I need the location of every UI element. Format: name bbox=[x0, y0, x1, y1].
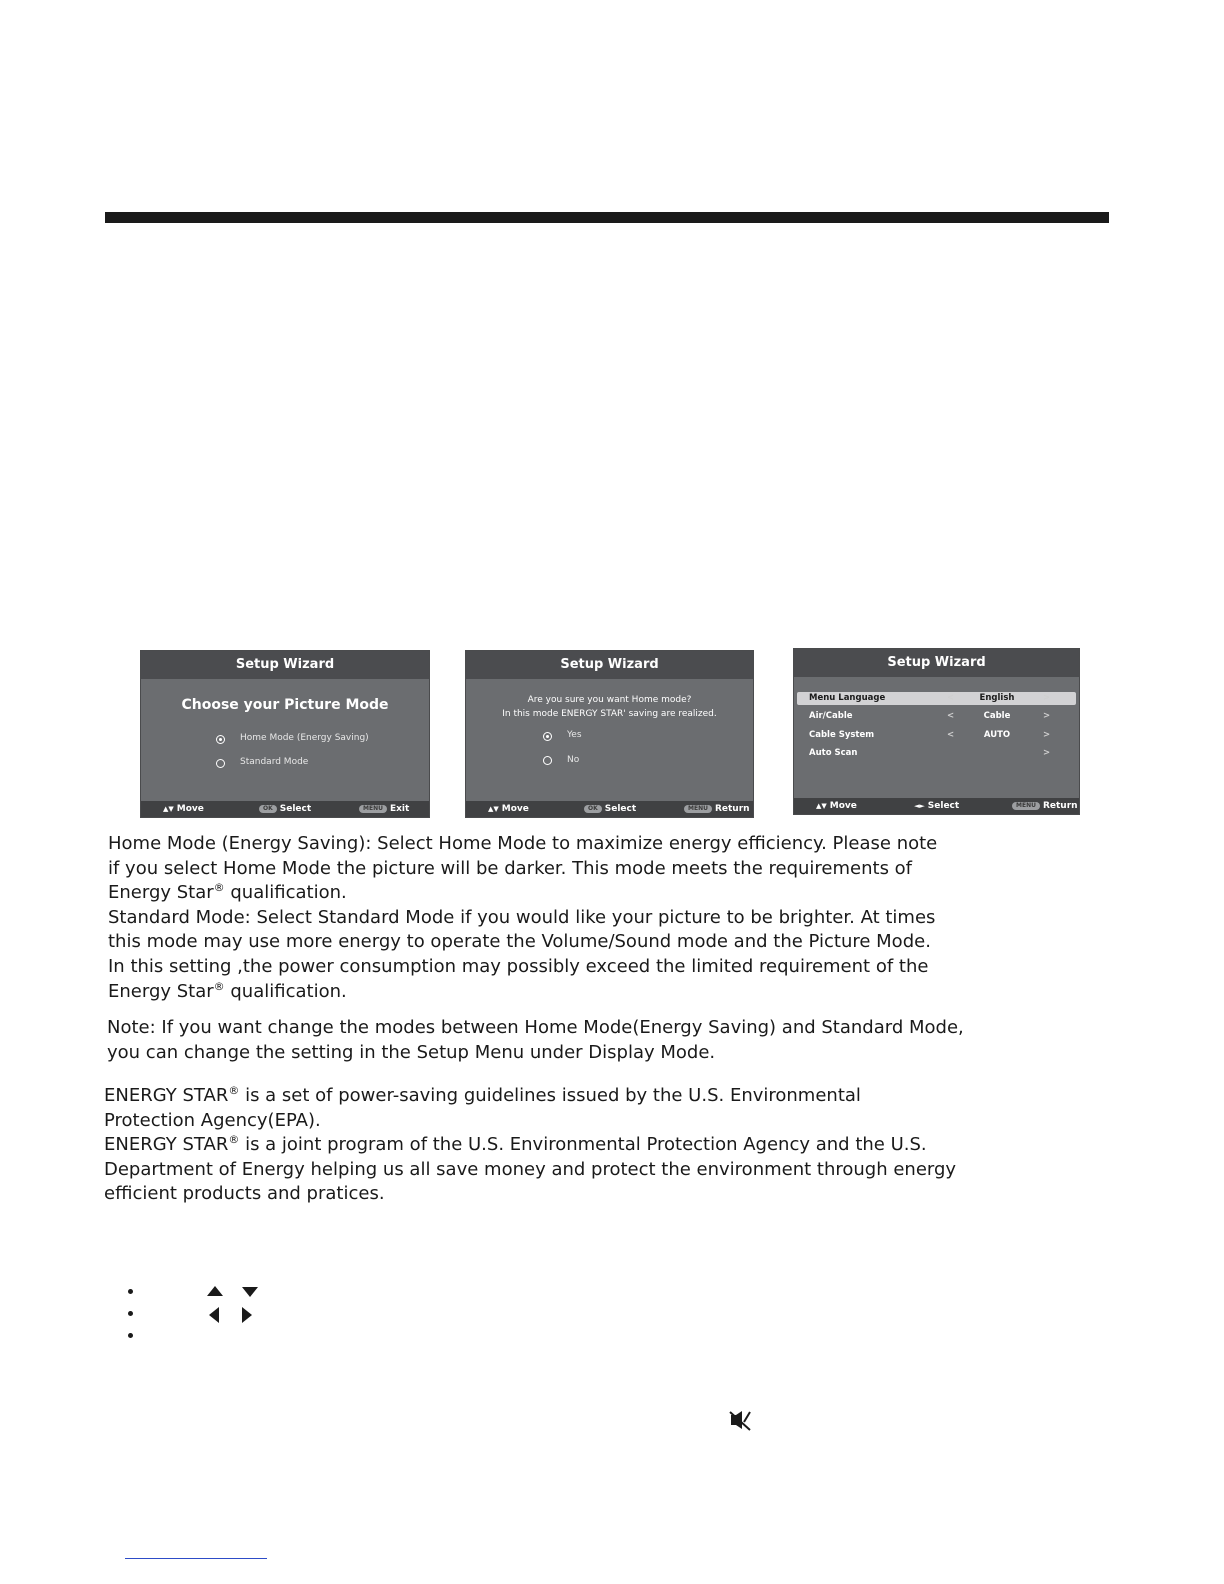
footer-move: Move bbox=[829, 801, 857, 811]
right-arrow-icon[interactable]: > bbox=[1043, 693, 1051, 703]
home-mode-radio[interactable] bbox=[216, 735, 225, 744]
menu-key-icon: MENU bbox=[684, 805, 712, 813]
right-triangle-icon bbox=[242, 1307, 252, 1323]
right-arrow-icon[interactable]: > bbox=[1043, 711, 1051, 721]
confirm-message-line2: In this mode ENERGY STAR' saving are realized. bbox=[502, 709, 717, 719]
standard-mode-option[interactable]: Standard Mode bbox=[240, 757, 309, 767]
left-right-arrows-icon: ◄► bbox=[914, 802, 925, 810]
right-arrow-icon[interactable]: > bbox=[1043, 730, 1051, 740]
row-value: AUTO bbox=[983, 730, 1011, 740]
footer-return: Return bbox=[714, 804, 750, 814]
settings-row-air-cable[interactable] bbox=[797, 710, 1076, 723]
energy-star-line: efficient products and pratices. bbox=[104, 1183, 385, 1205]
screen-title: Setup Wizard bbox=[794, 649, 1079, 677]
header-rule bbox=[105, 212, 1109, 223]
screen-footer bbox=[466, 801, 753, 817]
standard-mode-radio[interactable] bbox=[216, 759, 225, 768]
down-triangle-icon bbox=[242, 1287, 258, 1297]
screen-picture-mode bbox=[140, 650, 430, 818]
menu-key-icon: MENU bbox=[1012, 802, 1040, 810]
row-value: English bbox=[979, 693, 1015, 703]
standard-mode-line: Energy Star® qualification. bbox=[108, 979, 347, 1002]
ok-key-icon: OK bbox=[259, 805, 277, 813]
left-arrow-icon[interactable]: < bbox=[947, 711, 955, 721]
up-triangle-icon bbox=[207, 1286, 223, 1296]
home-mode-line: Energy Star® qualification. bbox=[108, 881, 347, 904]
footer-select: Select bbox=[927, 801, 960, 811]
row-label: Air/Cable bbox=[809, 711, 853, 721]
right-arrow-icon[interactable]: > bbox=[1043, 748, 1051, 758]
home-mode-line: Home Mode (Energy Saving): Select Home Mode to maximize energy efficiency. Please note bbox=[108, 833, 938, 854]
bullet bbox=[128, 1289, 133, 1294]
home-mode-option[interactable]: Home Mode (Energy Saving) bbox=[240, 733, 369, 743]
screen-title: Setup Wizard bbox=[141, 651, 429, 679]
energy-star-line: ENERGY STAR® is a set of power-saving guidelines issued by the U.S. Environmental bbox=[104, 1084, 861, 1106]
settings-row-menu-language[interactable] bbox=[797, 692, 1076, 705]
footer-select: Select bbox=[279, 804, 312, 814]
screen-footer bbox=[141, 801, 429, 817]
screen-prompt: Choose your Picture Mode bbox=[181, 697, 389, 713]
energy-star-paragraph bbox=[104, 1084, 956, 1207]
no-option[interactable]: No bbox=[567, 755, 580, 765]
row-value: Cable bbox=[983, 711, 1011, 721]
footer-move: Move bbox=[176, 804, 204, 814]
footer-move: Move bbox=[501, 804, 529, 814]
yes-option[interactable]: Yes bbox=[567, 730, 582, 740]
link-underline[interactable] bbox=[125, 1558, 267, 1559]
row-label: Cable System bbox=[809, 730, 875, 740]
screen-footer bbox=[794, 798, 1079, 814]
yes-radio[interactable] bbox=[543, 732, 552, 741]
screen-confirm bbox=[465, 650, 754, 818]
up-down-arrows-icon: ▲▼ bbox=[163, 805, 174, 813]
mute-icon bbox=[728, 1410, 752, 1432]
left-arrow-icon[interactable]: < bbox=[947, 730, 955, 740]
home-mode-line: if you select Home Mode the picture will be darker. This mode meets the requirements of bbox=[108, 857, 913, 879]
settings-row-cable-system[interactable] bbox=[797, 729, 1076, 742]
footer-exit: Exit bbox=[389, 804, 410, 814]
footer-return: Return bbox=[1042, 801, 1078, 811]
up-down-arrows-icon: ▲▼ bbox=[816, 802, 827, 810]
up-down-arrows-icon: ▲▼ bbox=[488, 805, 499, 813]
mode-description bbox=[108, 832, 937, 1004]
ok-key-icon: OK bbox=[584, 805, 602, 813]
screen-title: Setup Wizard bbox=[466, 651, 753, 679]
note-paragraph bbox=[107, 1016, 964, 1065]
no-radio[interactable] bbox=[543, 756, 552, 765]
left-arrow-icon[interactable]: < bbox=[947, 693, 955, 703]
confirm-message-line1: Are you sure you want Home mode? bbox=[527, 695, 692, 705]
footer-select: Select bbox=[604, 804, 637, 814]
bullet bbox=[128, 1333, 133, 1338]
standard-mode-line: Standard Mode: Select Standard Mode if you would like your picture to be brighter. At times bbox=[108, 906, 936, 928]
note-line: you can change the setting in the Setup Menu under Display Mode. bbox=[107, 1041, 716, 1063]
settings-row-auto-scan[interactable] bbox=[797, 747, 1076, 760]
standard-mode-line: this mode may use more energy to operate the Volume/Sound mode and the Picture Mode. bbox=[108, 931, 931, 953]
energy-star-line: ENERGY STAR® is a joint program of the U.S. Environmental Protection Agency and the U.S. bbox=[104, 1133, 927, 1156]
note-line: Note: If you want change the modes between Home Mode(Energy Saving) and Standard Mode, bbox=[107, 1017, 964, 1038]
energy-star-line: Department of Energy helping us all save money and protect the environment through energy bbox=[104, 1158, 957, 1180]
standard-mode-line: In this setting ,the power consumption may possibly exceed the limited requirement of the bbox=[108, 955, 929, 977]
left-triangle-icon bbox=[209, 1307, 219, 1323]
menu-key-icon: MENU bbox=[359, 805, 387, 813]
screen-settings bbox=[793, 648, 1080, 815]
row-label: Auto Scan bbox=[809, 748, 858, 758]
row-label: Menu Language bbox=[809, 693, 886, 703]
bullet bbox=[128, 1311, 133, 1316]
energy-star-line: Protection Agency(EPA). bbox=[104, 1109, 321, 1131]
